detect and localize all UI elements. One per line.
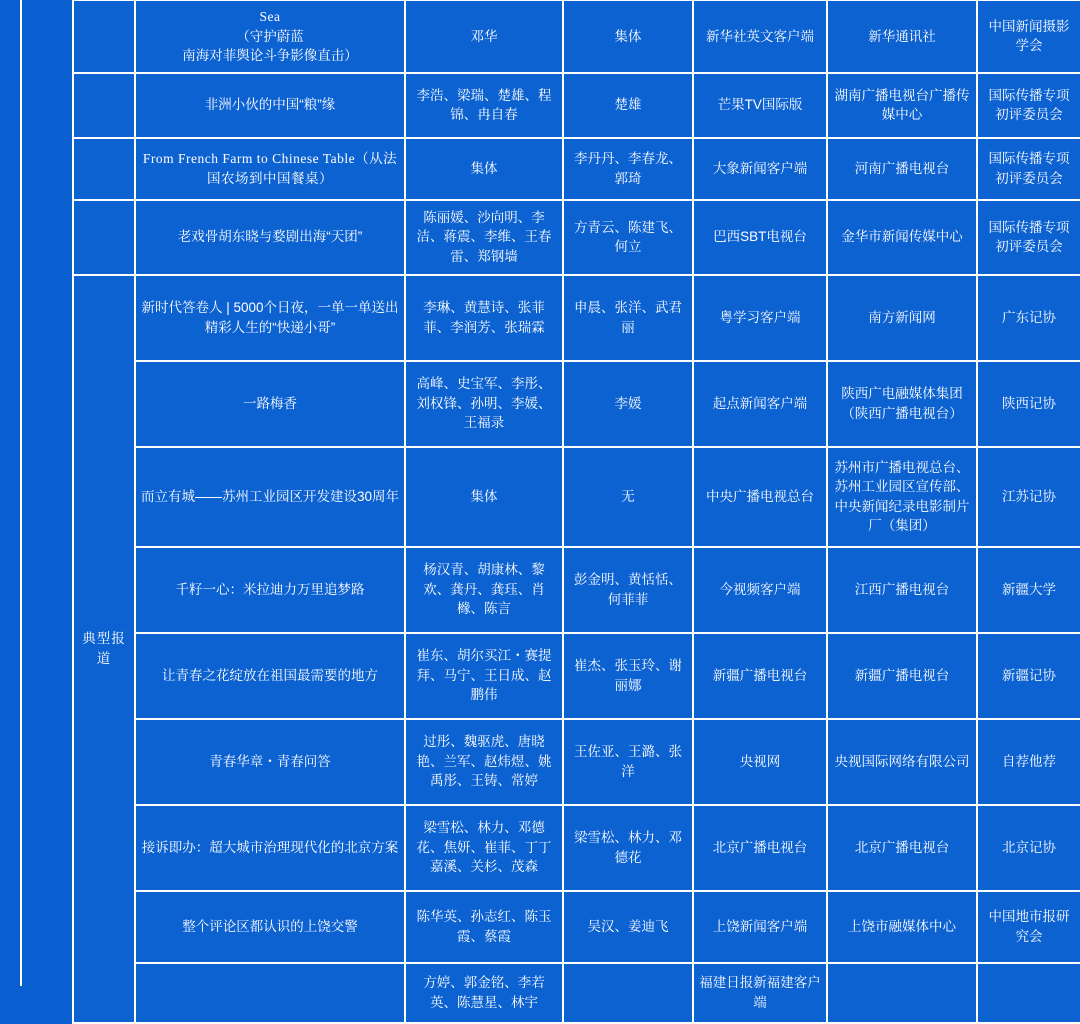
cell-authors: 陈丽媛、沙向明、李洁、蒋震、李维、王春雷、郑钢墙: [405, 200, 563, 275]
cell-authors: 李浩、梁瑞、楚雄、程锦、冉自春: [405, 73, 563, 138]
table-row: [73, 805, 1080, 891]
cell-organization: 新疆广播电视台: [827, 633, 977, 719]
award-entries-table: [72, 0, 1080, 1024]
cell-editors: 无: [563, 447, 693, 547]
cell-authors: 方婷、郭金铭、李若英、陈慧星、林宇: [405, 963, 563, 1023]
cell-platform: 中央广播电视总台: [693, 447, 827, 547]
cell-recommender: 中国新闻摄影学会: [977, 0, 1080, 73]
cell-authors: 集体: [405, 447, 563, 547]
cell-editors: 方青云、陈建飞、何立: [563, 200, 693, 275]
cell-title: 一路梅香: [135, 361, 405, 447]
cell-editors: 楚雄: [563, 73, 693, 138]
table-row: [73, 633, 1080, 719]
cell-title: 整个评论区都认识的上饶交警: [135, 891, 405, 963]
title-line-2: （守护蔚蓝: [236, 28, 304, 44]
cell-editors: 彭金明、黄恬恬、何菲菲: [563, 547, 693, 633]
cell-platform: 新疆广播电视台: [693, 633, 827, 719]
cell-platform: 北京广播电视台: [693, 805, 827, 891]
cell-recommender: 陕西记协: [977, 361, 1080, 447]
cell-category-group: 典型报道: [73, 275, 135, 1023]
cell-authors: 邓华: [405, 0, 563, 73]
cell-organization: 湖南广播电视台广播传媒中心: [827, 73, 977, 138]
cell-organization: [827, 963, 977, 1023]
cell-title: [135, 963, 405, 1023]
cell-recommender: 江苏记协: [977, 447, 1080, 547]
cell-organization: 上饶市融媒体中心: [827, 891, 977, 963]
cell-platform: 今视频客户端: [693, 547, 827, 633]
table-row: [73, 719, 1080, 805]
cell-editors: 李丹丹、李春龙、郭琦: [563, 138, 693, 200]
table-row: [73, 963, 1080, 1023]
cell-editors: 集体: [563, 0, 693, 73]
cell-title: 新时代答卷人 | 5000个日夜，一单一单送出精彩人生的“快递小哥”: [135, 275, 405, 361]
cell-recommender: [977, 963, 1080, 1023]
cell-organization: 河南广播电视台: [827, 138, 977, 200]
cell-platform: 新华社英文客户端: [693, 0, 827, 73]
cell-organization: 新华通讯社: [827, 0, 977, 73]
cell-authors: 梁雪松、林力、邓德花、焦妍、崔菲、丁丁嘉溪、关杉、茂森: [405, 805, 563, 891]
cell-platform: 央视网: [693, 719, 827, 805]
cell-recommender: 新疆大学: [977, 547, 1080, 633]
table-row: [73, 0, 1080, 73]
cell-platform: 大象新闻客户端: [693, 138, 827, 200]
cell-platform: 粤学习客户端: [693, 275, 827, 361]
cell-organization: 苏州市广播电视总台、苏州工业园区宣传部、中央新闻纪录电影制片厂（集团）: [827, 447, 977, 547]
cell-category: [73, 200, 135, 275]
cell-authors: 集体: [405, 138, 563, 200]
cell-editors: 申晨、张洋、武君丽: [563, 275, 693, 361]
cell-category: [73, 73, 135, 138]
cell-organization: 陕西广电融媒体集团（陕西广播电视台）: [827, 361, 977, 447]
margin-rule-outer: [20, 0, 22, 986]
cell-authors: 李琳、黄慧诗、张菲菲、李润芳、张瑞霖: [405, 275, 563, 361]
cell-authors: 高峰、史宝军、李彤、刘权锋、孙明、李媛、王福录: [405, 361, 563, 447]
cell-authors: 过彤、魏驱虎、唐晓艳、兰军、赵炜煜、姚禹彤、王铸、常婷: [405, 719, 563, 805]
cell-platform: 芒果TV国际版: [693, 73, 827, 138]
cell-platform: 福建日报新福建客户端: [693, 963, 827, 1023]
cell-recommender: 国际传播专项初评委员会: [977, 138, 1080, 200]
cell-recommender: 广东记协: [977, 275, 1080, 361]
cell-editors: 梁雪松、林力、邓德花: [563, 805, 693, 891]
table-row: [73, 200, 1080, 275]
title-latin-line: Sea: [259, 9, 281, 24]
cell-editors: [563, 963, 693, 1023]
cell-editors: 吴汉、姜迪飞: [563, 891, 693, 963]
cell-authors: 崔东、胡尔买江・赛提拜、马宁、王日成、赵鹏伟: [405, 633, 563, 719]
cell-editors: 王佐亚、王潞、张洋: [563, 719, 693, 805]
cell-organization: 北京广播电视台: [827, 805, 977, 891]
table-row: [73, 73, 1080, 138]
table-row: [73, 361, 1080, 447]
cell-title: 接诉即办：超大城市治理现代化的北京方案: [135, 805, 405, 891]
table-row: [73, 138, 1080, 200]
cell-editors: 李媛: [563, 361, 693, 447]
cell-category: [73, 138, 135, 200]
cell-title: 而立有城——苏州工业园区开发建设30周年: [135, 447, 405, 547]
cell-title: [135, 0, 405, 73]
cell-organization: 南方新闻网: [827, 275, 977, 361]
cell-title: 老戏骨胡东晓与婺剧出海“天团”: [135, 200, 405, 275]
cell-authors: 杨汉青、胡康林、黎欢、龚丹、龚珏、肖橼、陈言: [405, 547, 563, 633]
cell-category: [73, 0, 135, 73]
cell-organization: 央视国际网络有限公司: [827, 719, 977, 805]
cell-recommender: 中国地市报研究会: [977, 891, 1080, 963]
cell-recommender: 国际传播专项初评委员会: [977, 73, 1080, 138]
cell-title: From French Farm to Chinese Table（从法国农场到中国餐桌）: [135, 138, 405, 200]
cell-title: 让青春之花绽放在祖国最需要的地方: [135, 633, 405, 719]
cell-recommender: 北京记协: [977, 805, 1080, 891]
table-row: [73, 547, 1080, 633]
cell-organization: 金华市新闻传媒中心: [827, 200, 977, 275]
cell-platform: 上饶新闻客户端: [693, 891, 827, 963]
title-line-3: 南海对菲舆论斗争影像直击）: [182, 48, 358, 64]
cell-editors: 崔杰、张玉玲、谢丽娜: [563, 633, 693, 719]
cell-platform: 巴西SBT电视台: [693, 200, 827, 275]
cell-platform: 起点新闻客户端: [693, 361, 827, 447]
cell-recommender: 自荐他荐: [977, 719, 1080, 805]
cell-organization: 江西广播电视台: [827, 547, 977, 633]
cell-recommender: 新疆记协: [977, 633, 1080, 719]
cell-authors: 陈华英、孙志红、陈玉霞、蔡霞: [405, 891, 563, 963]
cell-title: 青春华章・青春问答: [135, 719, 405, 805]
table-row: [73, 891, 1080, 963]
table-row: [73, 447, 1080, 547]
cell-title: 非洲小伙的中国“粮”缘: [135, 73, 405, 138]
table-row: [73, 275, 1080, 361]
cell-title: 千籽一心：米拉迪力万里追梦路: [135, 547, 405, 633]
cell-recommender: 国际传播专项初评委员会: [977, 200, 1080, 275]
